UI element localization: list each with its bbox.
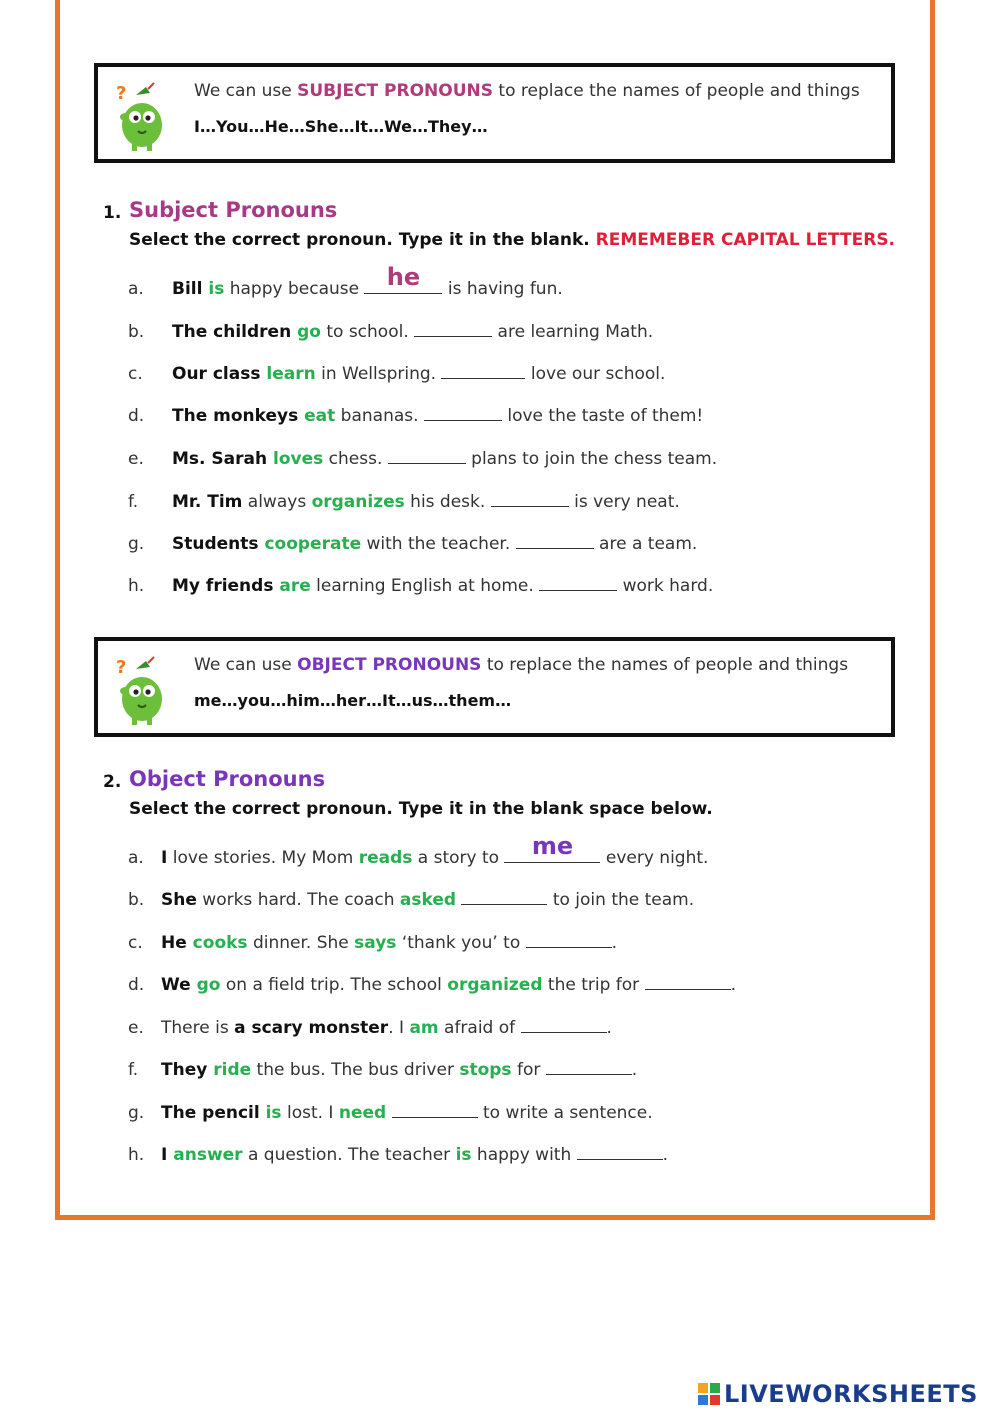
section-number: 2.: [103, 772, 122, 792]
tip-suffix: to replace the names of people and things: [481, 655, 849, 675]
answer-blank[interactable]: [414, 322, 492, 337]
verb: says: [354, 933, 397, 953]
verb: learn: [260, 364, 316, 384]
sentence-text: is very neat.: [568, 492, 680, 512]
question-letter: b.: [128, 890, 145, 910]
question-letter: d.: [128, 975, 145, 995]
object-noun: a scary monster: [234, 1018, 389, 1038]
answer-blank[interactable]: [388, 449, 466, 464]
sentence-text: dinner. She: [247, 933, 355, 953]
verb: am: [409, 1018, 439, 1038]
sentence-text: for: [511, 1060, 546, 1080]
question-letter: g.: [128, 1103, 145, 1123]
answer-blank[interactable]: [504, 832, 600, 863]
answer-blank[interactable]: [645, 975, 731, 990]
tip-keyword: SUBJECT PRONOUNS: [297, 81, 494, 101]
verb: eat: [298, 406, 336, 426]
sentence-text: on a field trip. The school: [220, 975, 448, 995]
sentence-text: .: [631, 1060, 638, 1080]
answer-blank[interactable]: [526, 933, 612, 948]
verb: is: [202, 279, 225, 299]
tip-suffix: to replace the names of people and things: [493, 81, 860, 101]
question-letter: a.: [128, 279, 144, 299]
sentence-text: a story to: [412, 848, 505, 868]
sentence-text: to write a sentence.: [477, 1103, 653, 1123]
answer-blank[interactable]: [546, 1060, 632, 1075]
verb: is: [259, 1103, 282, 1123]
sentence-text: are learning Math.: [492, 322, 654, 342]
capital-letters-warning: REMEMEBER CAPITAL LETTERS.: [595, 230, 896, 250]
verb: answer: [167, 1145, 243, 1165]
pronoun-examples: me…you…him…her…It…us…them…: [194, 691, 512, 710]
subject-noun: Mr. Tim: [172, 492, 243, 512]
subject-noun: The pencil: [161, 1103, 260, 1123]
answer-blank[interactable]: [424, 406, 502, 421]
subject-noun: Our class: [172, 364, 261, 384]
instructions: Select the correct pronoun. Type it in the blank space below.: [129, 799, 713, 819]
sentence-text: chess.: [323, 449, 388, 469]
question-letter: e.: [128, 1018, 144, 1038]
tip-sentence: [194, 81, 860, 101]
verb: stops: [459, 1060, 512, 1080]
instruction-text: Select the correct pronoun. Type it in the blank.: [129, 230, 596, 250]
sentence-text: afraid of: [438, 1018, 521, 1038]
answer-blank[interactable]: [364, 263, 442, 294]
sentence-text: love stories. My Mom: [167, 848, 359, 868]
verb: loves: [267, 449, 324, 469]
subject-noun: Bill: [172, 279, 203, 299]
sentence-text: a question. The teacher: [242, 1145, 456, 1165]
sentence-text: ‘thank you’ to: [396, 933, 526, 953]
subject-noun: He: [161, 933, 187, 953]
sentence-text: the bus. The bus driver: [251, 1060, 460, 1080]
sentence-text: .: [611, 933, 618, 953]
question-letter: h.: [128, 576, 145, 596]
section-title: Object Pronouns: [129, 767, 326, 791]
answer-blank[interactable]: [392, 1103, 478, 1118]
question-letter: e.: [128, 449, 144, 469]
verb: go: [291, 322, 321, 342]
sentence-text: always: [242, 492, 312, 512]
question-letter: a.: [128, 848, 144, 868]
question-letter: f.: [128, 492, 139, 512]
sentence-text: .: [730, 975, 736, 995]
subject-noun: My friends: [172, 576, 274, 596]
sentence-text: every night.: [600, 848, 709, 868]
sentence-text: works hard. The coach: [196, 890, 400, 910]
question-letter: g.: [128, 534, 145, 554]
sentence-text: lost. I: [281, 1103, 339, 1123]
verb: need: [338, 1103, 387, 1123]
subject-noun: They: [161, 1060, 208, 1080]
subject-noun: I: [161, 848, 168, 868]
sentence-text: learning English at home.: [310, 576, 540, 596]
answer-blank[interactable]: [539, 576, 617, 591]
subject-pronoun-tip-box: [94, 63, 895, 163]
verb: are: [273, 576, 311, 596]
verb: reads: [358, 848, 413, 868]
subject-noun: I: [161, 1145, 168, 1165]
sentence-text: There is: [161, 1018, 235, 1038]
sentence-text: to school.: [320, 322, 415, 342]
tip-prefix: We can use: [194, 655, 298, 675]
sentence-text: happy with: [471, 1145, 577, 1165]
answer-blank[interactable]: [521, 1018, 607, 1033]
subject-noun: We: [161, 975, 191, 995]
filled-answer: he: [386, 263, 421, 291]
verb: cooperate: [258, 534, 362, 554]
question-letter: c.: [128, 933, 143, 953]
sentence-text: in Wellspring.: [315, 364, 442, 384]
question-letter: d.: [128, 406, 145, 426]
answer-blank[interactable]: [577, 1145, 663, 1160]
instructions: [129, 230, 895, 250]
sentence-text: is having fun.: [442, 279, 563, 299]
object-pronoun-tip-box: [94, 637, 895, 737]
verb: ride: [207, 1060, 252, 1080]
subject-noun: She: [161, 890, 197, 910]
answer-blank[interactable]: [516, 534, 594, 549]
sentence-text: . I: [388, 1018, 410, 1038]
sentence-text: happy because: [224, 279, 365, 299]
subject-noun: The children: [172, 322, 292, 342]
sentence-text: his desk.: [404, 492, 491, 512]
question-letter: f.: [128, 1060, 139, 1080]
question-letter: b.: [128, 322, 145, 342]
verb: organizes: [311, 492, 405, 512]
filled-answer: me: [531, 832, 574, 860]
sentence-text: to join the team.: [547, 890, 695, 910]
sentence-text: .: [606, 1018, 612, 1038]
verb: is: [455, 1145, 472, 1165]
sentence-text: the trip for: [542, 975, 645, 995]
answer-blank[interactable]: [461, 890, 547, 905]
subject-noun: The monkeys: [172, 406, 299, 426]
subject-noun: Students: [172, 534, 259, 554]
mascot-icon: [114, 655, 170, 727]
question-letter: h.: [128, 1145, 145, 1165]
answer-blank[interactable]: [441, 364, 525, 379]
logo-text: LIVEWORKSHEETS: [724, 1380, 978, 1408]
section-number: 1.: [103, 203, 122, 223]
tip-prefix: We can use: [194, 81, 298, 101]
question-letter: c.: [128, 364, 143, 384]
pronoun-examples: I…You…He…She…It…We…They…: [194, 117, 488, 136]
sentence-text: plans to join the chess team.: [465, 449, 718, 469]
verb: go: [190, 975, 221, 995]
subject-noun: Ms. Sarah: [172, 449, 268, 469]
sentence-text: love our school.: [525, 364, 666, 384]
tip-keyword: OBJECT PRONOUNS: [297, 655, 482, 675]
sentence-text: bananas.: [335, 406, 424, 426]
sentence-text: work hard.: [617, 576, 714, 596]
verb: asked: [399, 890, 457, 910]
answer-blank[interactable]: [491, 492, 569, 507]
sentence-text: are a team.: [593, 534, 698, 554]
mascot-icon: [114, 81, 170, 153]
sentence-text: with the teacher.: [361, 534, 516, 554]
liveworksheets-logo-icon: [698, 1383, 720, 1405]
verb: cooks: [186, 933, 248, 953]
verb: organized: [447, 975, 543, 995]
section-title: Subject Pronouns: [129, 198, 338, 222]
sentence-text: love the taste of them!: [501, 406, 704, 426]
sentence-text: .: [662, 1145, 669, 1165]
tip-sentence: [194, 655, 848, 675]
